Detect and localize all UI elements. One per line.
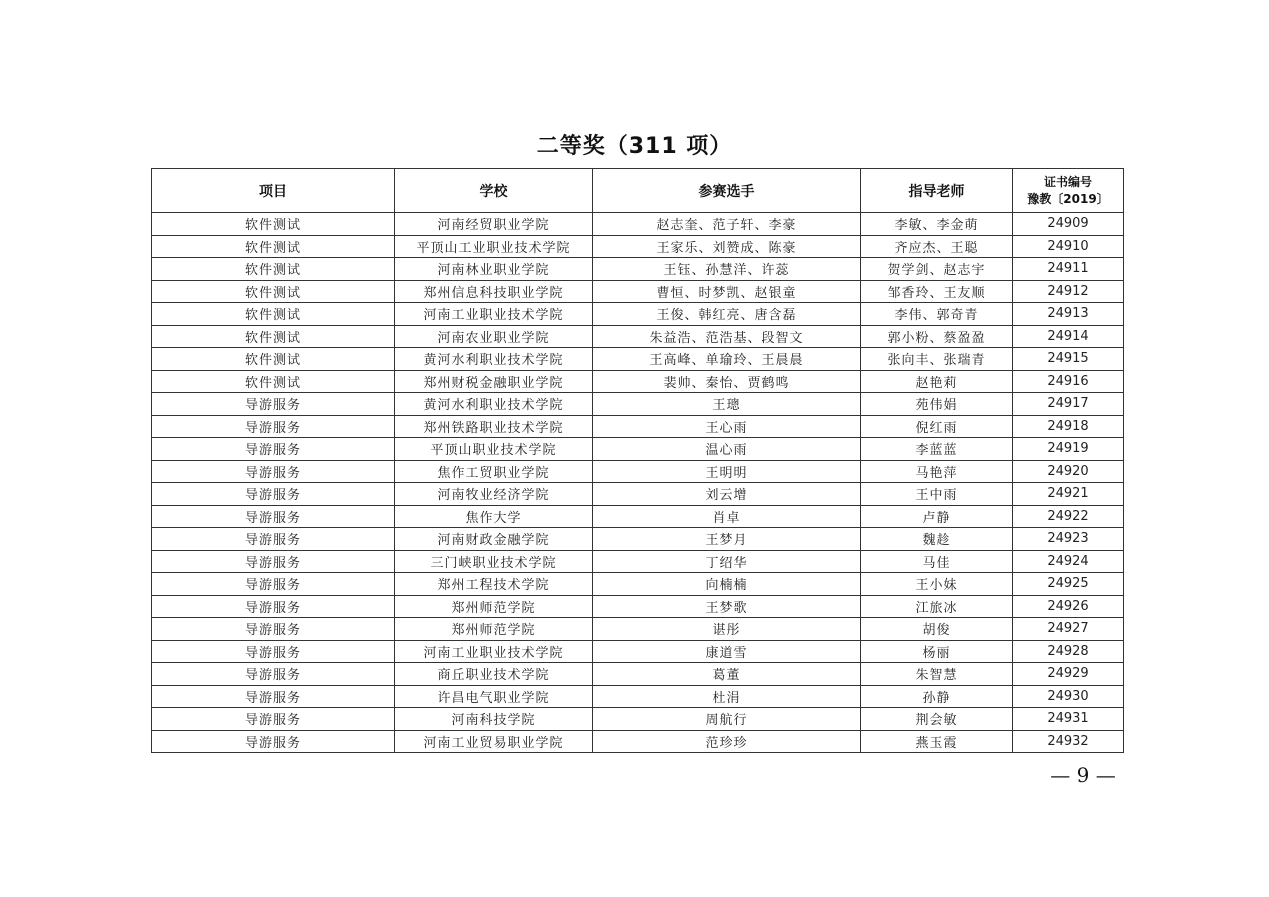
cell-certificate-number: 24912 [1013, 280, 1124, 303]
cell-school: 焦作大学 [395, 505, 593, 528]
cell-instructors: 张向丰、张瑞青 [861, 348, 1013, 371]
cell-certificate-number: 24926 [1013, 595, 1124, 618]
cell-school: 郑州师范学院 [395, 595, 593, 618]
cell-instructors: 朱智慧 [861, 663, 1013, 686]
cell-project: 软件测试 [152, 280, 395, 303]
cell-certificate-number: 24911 [1013, 258, 1124, 281]
cell-certificate-number: 24925 [1013, 573, 1124, 596]
cell-instructors: 魏趁 [861, 528, 1013, 551]
cell-instructors: 马佳 [861, 550, 1013, 573]
table-row [152, 528, 1124, 551]
cell-participants: 王梦歌 [593, 595, 861, 618]
cell-school: 河南农业职业学院 [395, 325, 593, 348]
cell-participants: 王高峰、单瑜玲、王晨晨 [593, 348, 861, 371]
cell-instructors: 燕玉霞 [861, 730, 1013, 753]
table-row [152, 280, 1124, 303]
cell-instructors: 马艳萍 [861, 460, 1013, 483]
cell-participants: 朱益浩、范浩基、段智文 [593, 325, 861, 348]
cell-certificate-number: 24923 [1013, 528, 1124, 551]
cell-participants: 王梦月 [593, 528, 861, 551]
cell-project: 导游服务 [152, 618, 395, 641]
cell-school: 河南工业职业技术学院 [395, 303, 593, 326]
cell-project: 导游服务 [152, 483, 395, 506]
cell-school: 郑州师范学院 [395, 618, 593, 641]
cell-instructors: 贺学剑、赵志宇 [861, 258, 1013, 281]
cell-certificate-number: 24931 [1013, 708, 1124, 731]
cell-participants: 康道雪 [593, 640, 861, 663]
cell-school: 许昌电气职业学院 [395, 685, 593, 708]
cell-school: 河南财政金融学院 [395, 528, 593, 551]
table-body [152, 213, 1124, 753]
cell-project: 软件测试 [152, 235, 395, 258]
cell-instructors: 王中雨 [861, 483, 1013, 506]
cell-instructors: 杨丽 [861, 640, 1013, 663]
cell-school: 河南工业贸易职业学院 [395, 730, 593, 753]
cell-certificate-number: 24915 [1013, 348, 1124, 371]
cell-school: 黄河水利职业技术学院 [395, 393, 593, 416]
cell-project: 导游服务 [152, 685, 395, 708]
table-row [152, 438, 1124, 461]
cell-participants: 向楠楠 [593, 573, 861, 596]
cell-school: 商丘职业技术学院 [395, 663, 593, 686]
cell-project: 导游服务 [152, 708, 395, 731]
header-cert-line1: 证书编号 [1043, 174, 1092, 189]
cell-participants: 赵志奎、范子轩、李豪 [593, 213, 861, 236]
cell-project: 导游服务 [152, 415, 395, 438]
cell-school: 平顶山工业职业技术学院 [395, 235, 593, 258]
cell-school: 河南工业职业技术学院 [395, 640, 593, 663]
cell-project: 导游服务 [152, 460, 395, 483]
cell-project: 导游服务 [152, 505, 395, 528]
cell-certificate-number: 24914 [1013, 325, 1124, 348]
table-row [152, 573, 1124, 596]
cell-certificate-number: 24921 [1013, 483, 1124, 506]
cell-project: 软件测试 [152, 303, 395, 326]
header-instructors: 指导老师 [861, 169, 1013, 213]
cell-school: 河南经贸职业学院 [395, 213, 593, 236]
cell-project: 导游服务 [152, 393, 395, 416]
cell-project: 导游服务 [152, 730, 395, 753]
cell-participants: 王家乐、刘赞成、陈豪 [593, 235, 861, 258]
cell-certificate-number: 24930 [1013, 685, 1124, 708]
table-row [152, 348, 1124, 371]
table-row [152, 640, 1124, 663]
header-participants: 参赛选手 [593, 169, 861, 213]
table-row [152, 708, 1124, 731]
cell-instructors: 王小妹 [861, 573, 1013, 596]
cell-certificate-number: 24909 [1013, 213, 1124, 236]
cell-instructors: 齐应杰、王聪 [861, 235, 1013, 258]
table-row [152, 303, 1124, 326]
cell-instructors: 卢静 [861, 505, 1013, 528]
header-project: 项目 [152, 169, 395, 213]
cell-project: 导游服务 [152, 640, 395, 663]
cell-certificate-number: 24927 [1013, 618, 1124, 641]
table-row [152, 258, 1124, 281]
cell-certificate-number: 24918 [1013, 415, 1124, 438]
cell-participants: 王明明 [593, 460, 861, 483]
table-header-row [152, 169, 1124, 213]
cell-participants: 肖卓 [593, 505, 861, 528]
cell-participants: 周航行 [593, 708, 861, 731]
table-row [152, 415, 1124, 438]
cell-instructors: 江旅冰 [861, 595, 1013, 618]
cell-school: 三门峡职业技术学院 [395, 550, 593, 573]
cell-project: 导游服务 [152, 573, 395, 596]
cell-instructors: 胡俊 [861, 618, 1013, 641]
cell-participants: 王俊、韩红亮、唐含磊 [593, 303, 861, 326]
cell-project: 软件测试 [152, 258, 395, 281]
cell-certificate-number: 24922 [1013, 505, 1124, 528]
cell-participants: 温心雨 [593, 438, 861, 461]
cell-instructors: 赵艳莉 [861, 370, 1013, 393]
cell-instructors: 郭小粉、蔡盈盈 [861, 325, 1013, 348]
cell-school: 平顶山职业技术学院 [395, 438, 593, 461]
cell-participants: 谌彤 [593, 618, 861, 641]
table-row [152, 460, 1124, 483]
cell-school: 河南牧业经济学院 [395, 483, 593, 506]
cell-participants: 王璁 [593, 393, 861, 416]
cell-project: 软件测试 [152, 348, 395, 371]
cell-project: 导游服务 [152, 595, 395, 618]
table-row [152, 370, 1124, 393]
cell-certificate-number: 24920 [1013, 460, 1124, 483]
cell-school: 郑州财税金融职业学院 [395, 370, 593, 393]
cell-project: 导游服务 [152, 550, 395, 573]
cell-school: 郑州铁路职业技术学院 [395, 415, 593, 438]
award-table [151, 168, 1124, 753]
cell-certificate-number: 24928 [1013, 640, 1124, 663]
cell-project: 软件测试 [152, 213, 395, 236]
cell-participants: 王心雨 [593, 415, 861, 438]
table-row [152, 483, 1124, 506]
table-row [152, 618, 1124, 641]
cell-school: 河南科技学院 [395, 708, 593, 731]
cell-participants: 刘云增 [593, 483, 861, 506]
cell-project: 软件测试 [152, 325, 395, 348]
cell-instructors: 苑伟娟 [861, 393, 1013, 416]
cell-participants: 葛董 [593, 663, 861, 686]
cell-participants: 王钰、孙慧洋、许蕊 [593, 258, 861, 281]
cell-instructors: 荆会敏 [861, 708, 1013, 731]
cell-project: 软件测试 [152, 370, 395, 393]
cell-school: 焦作工贸职业学院 [395, 460, 593, 483]
header-cert-line2: 豫教〔2019〕 [1027, 191, 1109, 206]
table-row [152, 685, 1124, 708]
cell-instructors: 邹香玲、王友顺 [861, 280, 1013, 303]
table-row [152, 550, 1124, 573]
header-certificate-number [1013, 169, 1124, 213]
cell-certificate-number: 24932 [1013, 730, 1124, 753]
cell-instructors: 李敏、李金萌 [861, 213, 1013, 236]
table-row [152, 325, 1124, 348]
table-row [152, 730, 1124, 753]
cell-participants: 曹恒、时梦凯、赵银童 [593, 280, 861, 303]
cell-certificate-number: 24916 [1013, 370, 1124, 393]
header-school: 学校 [395, 169, 593, 213]
cell-certificate-number: 24910 [1013, 235, 1124, 258]
cell-participants: 范珍珍 [593, 730, 861, 753]
cell-participants: 丁绍华 [593, 550, 861, 573]
cell-school: 郑州信息科技职业学院 [395, 280, 593, 303]
cell-certificate-number: 24917 [1013, 393, 1124, 416]
cell-certificate-number: 24919 [1013, 438, 1124, 461]
table-row [152, 235, 1124, 258]
cell-participants: 裴帅、秦怡、贾鹤鸣 [593, 370, 861, 393]
cell-project: 导游服务 [152, 438, 395, 461]
cell-project: 导游服务 [152, 528, 395, 551]
cell-instructors: 李蓝蓝 [861, 438, 1013, 461]
cell-participants: 杜涓 [593, 685, 861, 708]
cell-instructors: 李伟、郭奇青 [861, 303, 1013, 326]
cell-certificate-number: 24929 [1013, 663, 1124, 686]
table-row [152, 595, 1124, 618]
cell-school: 黄河水利职业技术学院 [395, 348, 593, 371]
cell-certificate-number: 24913 [1013, 303, 1124, 326]
table-row [152, 505, 1124, 528]
cell-project: 导游服务 [152, 663, 395, 686]
page-number: — 9 — [1050, 763, 1116, 787]
cell-school: 河南林业职业学院 [395, 258, 593, 281]
table-row [152, 393, 1124, 416]
table-row [152, 213, 1124, 236]
cell-certificate-number: 24924 [1013, 550, 1124, 573]
cell-instructors: 孙静 [861, 685, 1013, 708]
cell-instructors: 倪红雨 [861, 415, 1013, 438]
table-row [152, 663, 1124, 686]
page-title: 二等奖（311 项） [536, 134, 733, 159]
cell-school: 郑州工程技术学院 [395, 573, 593, 596]
